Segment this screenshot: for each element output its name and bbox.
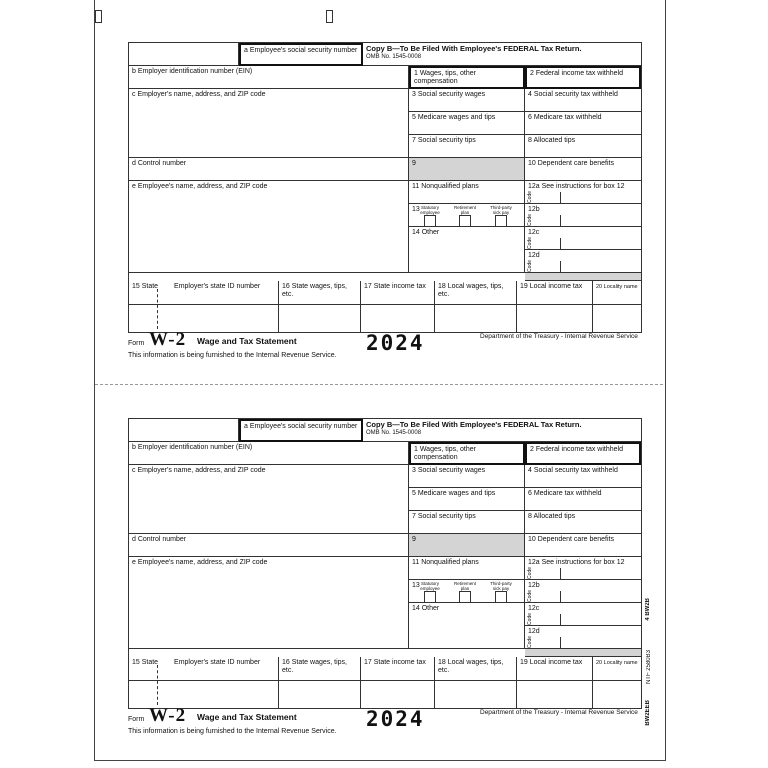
code-divider <box>560 568 561 579</box>
code-label: Code <box>527 191 533 203</box>
w2-form-bottom <box>128 418 642 709</box>
box15-state[interactable] <box>129 281 279 305</box>
furnished-text: This information is being furnished to the Internal Revenue Service. <box>128 728 337 735</box>
box13-label: 13 <box>412 582 420 589</box>
box15-state[interactable] <box>129 657 279 681</box>
box9 <box>409 158 525 181</box>
code-divider <box>560 637 561 648</box>
box14-label: 14 Other <box>412 605 440 612</box>
box10[interactable] <box>525 534 641 557</box>
box15-label: 15 State <box>132 283 159 290</box>
corner-tick <box>326 10 333 23</box>
box18-label: 18 Local wages, tips, etc. <box>438 659 504 674</box>
box9 <box>409 534 525 557</box>
third-party-sick-pay <box>486 581 516 604</box>
box5[interactable] <box>409 488 525 511</box>
tax-year: 2024 <box>366 707 425 731</box>
box12a-label: 12a See instructions for box 12 <box>528 559 625 566</box>
box15-row2[interactable] <box>129 305 279 332</box>
box8-label: 8 Allocated tips <box>528 513 576 520</box>
copy-header <box>363 419 641 442</box>
side-code: NTF 2580B3 <box>646 650 652 685</box>
box20-row2[interactable] <box>593 681 641 708</box>
box12-shade <box>525 273 641 281</box>
box5[interactable] <box>409 112 525 135</box>
form-name: W-2 <box>149 705 187 726</box>
thirdparty-checkbox[interactable] <box>495 215 507 227</box>
code-label: Code <box>527 260 533 272</box>
box8[interactable] <box>525 511 641 534</box>
statutory-employee <box>419 205 441 228</box>
box10-label: 10 Dependent care benefits <box>528 160 615 167</box>
box9-label: 9 <box>412 536 416 543</box>
code-label: Code <box>527 567 533 579</box>
form-name: W-2 <box>149 329 187 350</box>
box12b-label: 12b <box>528 206 540 213</box>
box16-label: 16 State wages, tips, etc. <box>282 659 347 674</box>
state-id-label: Employer's state ID number <box>174 283 261 290</box>
code-divider <box>560 215 561 226</box>
copy-label: Copy B—To Be Filed With Employee's FEDERAL Tax Return. <box>366 420 582 429</box>
box16-label: 16 State wages, tips, etc. <box>282 283 347 298</box>
form-title: Wage and Tax Statement <box>197 712 297 722</box>
box18-label: 18 Local wages, tips, etc. <box>438 283 504 298</box>
box18[interactable] <box>435 657 517 681</box>
code-label: Code <box>527 590 533 602</box>
code-divider <box>560 614 561 625</box>
box14-label: 14 Other <box>412 229 440 236</box>
box20[interactable] <box>593 657 641 681</box>
box17-row2[interactable] <box>361 305 435 332</box>
ein-box[interactable] <box>129 442 409 465</box>
department-text: Department of the Treasury - Internal Revenue Service <box>480 709 638 716</box>
code-label: Code <box>527 636 533 648</box>
box1-wages[interactable] <box>409 66 525 89</box>
thirdparty-label: Third-party sick pay <box>490 205 512 215</box>
side-code: 4 BW2B <box>645 598 651 621</box>
third-party-sick-pay <box>486 205 516 228</box>
box12d[interactable] <box>525 626 641 649</box>
employee-label: e Employee's name, address, and ZIP code <box>132 183 268 190</box>
state-divider <box>157 289 158 329</box>
box4[interactable] <box>525 89 641 112</box>
box12b[interactable] <box>525 204 641 227</box>
box17-label: 17 State income tax <box>364 659 426 666</box>
perforation-line <box>95 384 663 385</box>
copy-header <box>363 43 641 66</box>
box20-row2[interactable] <box>593 305 641 332</box>
copy-label: Copy B—To Be Filed With Employee's FEDERAL Tax Return. <box>366 44 582 53</box>
box7-label: 7 Social security tips <box>412 513 476 520</box>
retirement-plan <box>452 581 478 604</box>
box14[interactable] <box>409 227 525 273</box>
box18[interactable] <box>435 281 517 305</box>
tax-year: 2024 <box>366 331 425 355</box>
code-divider <box>560 238 561 249</box>
box18-row2[interactable] <box>435 305 517 332</box>
code-divider <box>560 261 561 272</box>
box14[interactable] <box>409 603 525 649</box>
ssn-box[interactable] <box>239 419 363 442</box>
code-divider <box>560 591 561 602</box>
box1-label: 1 Wages, tips, other compensation <box>414 446 476 461</box>
ssn-box[interactable] <box>239 43 363 66</box>
box12b[interactable] <box>525 580 641 603</box>
box10[interactable] <box>525 158 641 181</box>
box6-label: 6 Medicare tax withheld <box>528 490 602 497</box>
void-box <box>129 43 239 66</box>
box12a-label: 12a See instructions for box 12 <box>528 183 625 190</box>
omb-number: OMB No. 1545-0008 <box>366 430 422 436</box>
statutory-label: Statutory employee <box>420 581 440 591</box>
box12-shade <box>525 649 641 657</box>
box4-label: 4 Social security tax withheld <box>528 91 618 98</box>
box5-label: 5 Medicare wages and tips <box>412 490 496 497</box>
control-label: d Control number <box>132 536 187 543</box>
box12d[interactable] <box>525 250 641 273</box>
ssn-label: a Employee's social security number <box>244 47 358 54</box>
box3-label: 3 Social security wages <box>412 467 486 474</box>
box7[interactable] <box>409 135 525 158</box>
box11-label: 11 Nonqualified plans <box>412 559 479 566</box>
control-box[interactable] <box>129 534 409 557</box>
w2-form-top <box>128 42 642 333</box>
ein-box[interactable] <box>129 66 409 89</box>
box12b-label: 12b <box>528 582 540 589</box>
box2-label: 2 Federal income tax withheld <box>530 70 623 77</box>
form-word: Form <box>128 716 145 723</box>
box6-label: 6 Medicare tax withheld <box>528 114 602 121</box>
ssn-label: a Employee's social security number <box>244 423 358 430</box>
employee-box[interactable] <box>129 557 409 649</box>
thirdparty-label: Third-party sick pay <box>490 581 512 591</box>
box16-row2[interactable] <box>279 681 361 708</box>
box3[interactable] <box>409 465 525 488</box>
statutory-checkbox[interactable] <box>424 215 436 227</box>
box4[interactable] <box>525 465 641 488</box>
void-box <box>129 419 239 442</box>
box4-label: 4 Social security tax withheld <box>528 467 618 474</box>
box19-label: 19 Local income tax <box>520 283 583 290</box>
box3[interactable] <box>409 89 525 112</box>
box10-label: 10 Dependent care benefits <box>528 536 615 543</box>
box2-label: 2 Federal income tax withheld <box>530 446 623 453</box>
thirdparty-checkbox[interactable] <box>495 591 507 603</box>
box18-row2[interactable] <box>435 681 517 708</box>
box12a[interactable] <box>525 557 641 580</box>
box19-row2[interactable] <box>517 305 593 332</box>
box12c-label: 12c <box>528 229 540 236</box>
code-label: Code <box>527 214 533 226</box>
ein-label: b Employer identification number (EIN) <box>132 444 253 451</box>
box19-label: 19 Local income tax <box>520 659 583 666</box>
box17-row2[interactable] <box>361 681 435 708</box>
box1-label: 1 Wages, tips, other compensation <box>414 70 476 85</box>
box11[interactable] <box>409 181 525 204</box>
statutory-employee <box>419 581 441 604</box>
department-text: Department of the Treasury - Internal Revenue Service <box>480 333 638 340</box>
form-title: Wage and Tax Statement <box>197 336 297 346</box>
box12c-label: 12c <box>528 605 540 612</box>
box17[interactable] <box>361 657 435 681</box>
ein-label: b Employer identification number (EIN) <box>132 68 253 75</box>
box9-label: 9 <box>412 160 416 167</box>
box11[interactable] <box>409 557 525 580</box>
box15-row2[interactable] <box>129 681 279 708</box>
retirement-checkbox[interactable] <box>459 591 471 603</box>
box12c[interactable] <box>525 227 641 250</box>
box20-label: 20 Locality name <box>596 284 638 290</box>
box7-label: 7 Social security tips <box>412 137 476 144</box>
box17[interactable] <box>361 281 435 305</box>
box12d-label: 12d <box>528 252 540 259</box>
box20-label: 20 Locality name <box>596 660 638 666</box>
box20[interactable] <box>593 281 641 305</box>
retirement-plan <box>452 205 478 228</box>
box8-label: 8 Allocated tips <box>528 137 576 144</box>
box12a[interactable] <box>525 181 641 204</box>
box6[interactable] <box>525 488 641 511</box>
retirement-checkbox[interactable] <box>459 215 471 227</box>
statutory-label: Statutory employee <box>420 205 440 215</box>
omb-number: OMB No. 1545-0008 <box>366 54 422 60</box>
box19[interactable] <box>517 281 593 305</box>
box11-label: 11 Nonqualified plans <box>412 183 479 190</box>
side-code: BW2EEB <box>645 700 651 726</box>
box12d-label: 12d <box>528 628 540 635</box>
employer-box[interactable] <box>129 89 409 158</box>
box17-label: 17 State income tax <box>364 283 426 290</box>
box8[interactable] <box>525 135 641 158</box>
employee-box[interactable] <box>129 181 409 273</box>
box16[interactable] <box>279 657 361 681</box>
box13-label: 13 <box>412 206 420 213</box>
employer-label: c Employer's name, address, and ZIP code <box>132 467 266 474</box>
box16[interactable] <box>279 281 361 305</box>
control-label: d Control number <box>132 160 187 167</box>
retirement-label: Retirement plan <box>453 581 476 591</box>
retirement-label: Retirement plan <box>453 205 476 215</box>
employee-label: e Employee's name, address, and ZIP code <box>132 559 268 566</box>
box3-label: 3 Social security wages <box>412 91 486 98</box>
statutory-checkbox[interactable] <box>424 591 436 603</box>
code-label: Code <box>527 237 533 249</box>
state-id-label: Employer's state ID number <box>174 659 261 666</box>
box15-label: 15 State <box>132 659 159 666</box>
box12c[interactable] <box>525 603 641 626</box>
box7[interactable] <box>409 511 525 534</box>
code-divider <box>560 192 561 203</box>
box19[interactable] <box>517 657 593 681</box>
box6[interactable] <box>525 112 641 135</box>
box2-federal-tax[interactable] <box>525 442 641 465</box>
box1-wages[interactable] <box>409 442 525 465</box>
box5-label: 5 Medicare wages and tips <box>412 114 496 121</box>
state-divider <box>157 665 158 705</box>
furnished-text: This information is being furnished to the Internal Revenue Service. <box>128 352 337 359</box>
form-word: Form <box>128 340 145 347</box>
box19-row2[interactable] <box>517 681 593 708</box>
corner-tick <box>95 10 102 23</box>
employer-label: c Employer's name, address, and ZIP code <box>132 91 266 98</box>
code-label: Code <box>527 613 533 625</box>
control-box[interactable] <box>129 158 409 181</box>
employer-box[interactable] <box>129 465 409 534</box>
box16-row2[interactable] <box>279 305 361 332</box>
box2-federal-tax[interactable] <box>525 66 641 89</box>
